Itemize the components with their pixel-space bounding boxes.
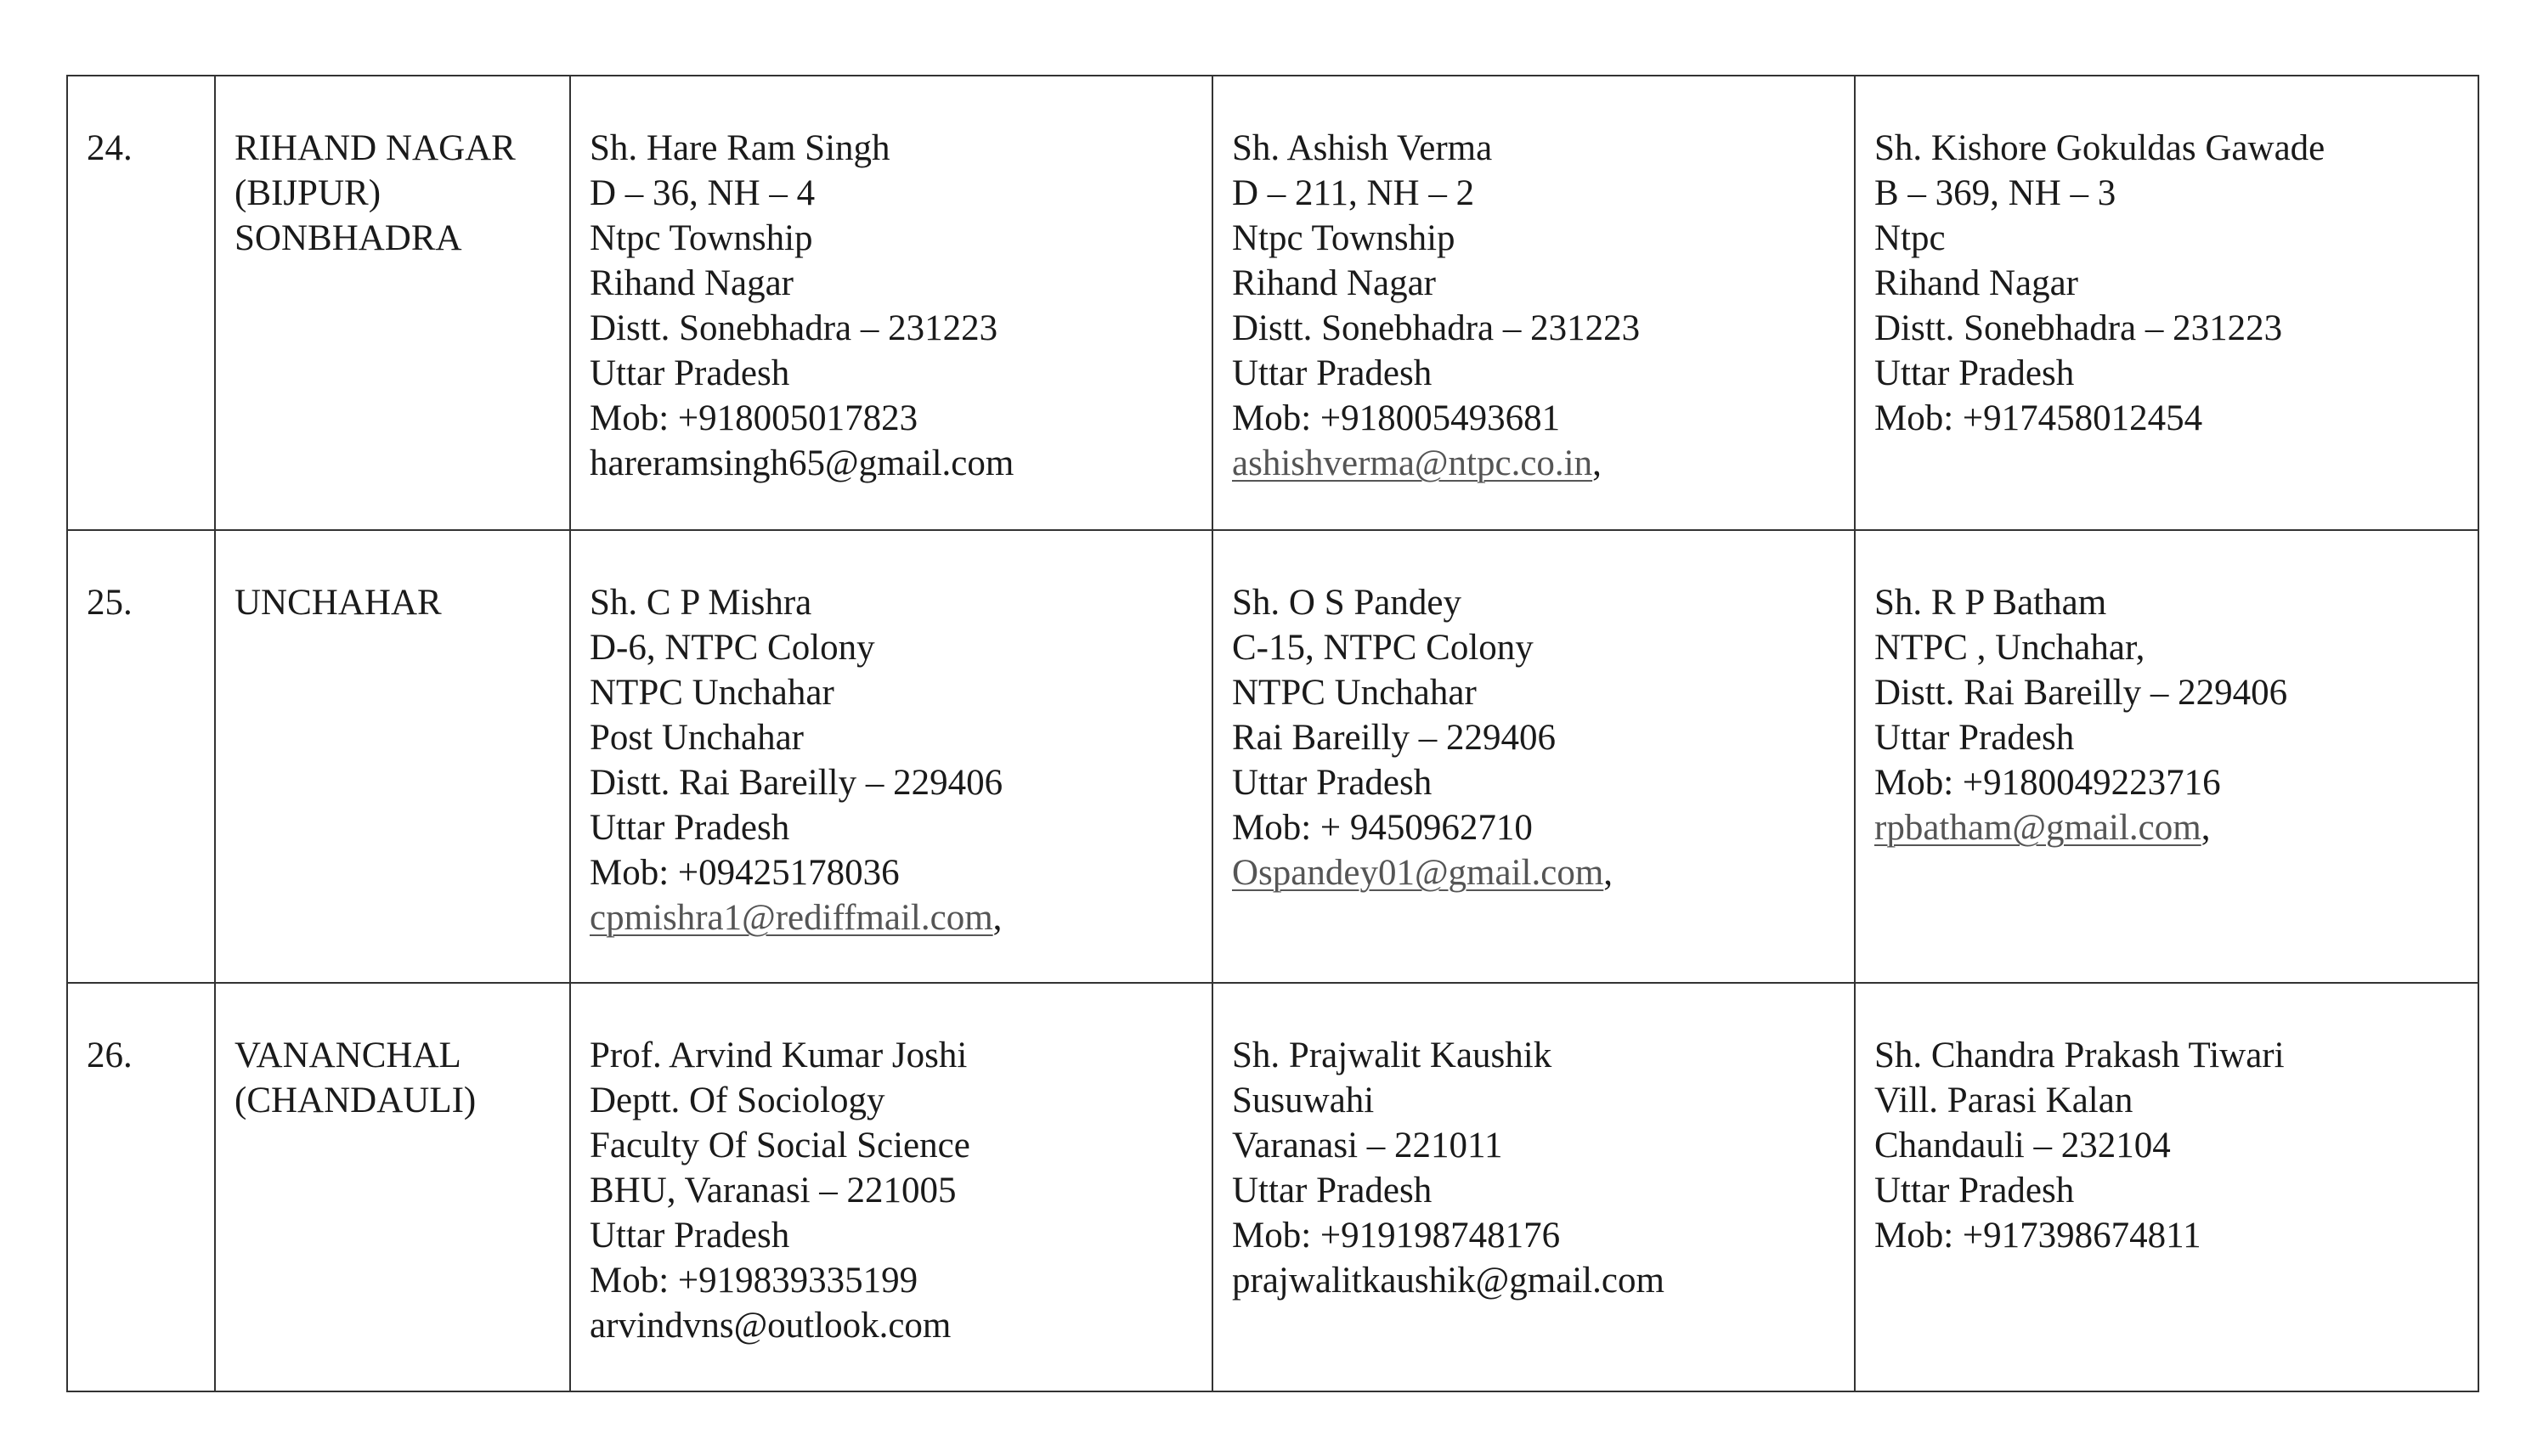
email-line xyxy=(1232,441,1835,486)
email-text: hareramsingh65@gmail.com xyxy=(590,443,1014,483)
address-line: Uttar Pradesh xyxy=(590,1216,790,1256)
address-line: D – 36, NH – 4 xyxy=(590,173,816,213)
email-link[interactable]: rpbatham@gmail.com xyxy=(1874,808,2201,848)
serial-number: 26. xyxy=(87,1036,133,1075)
table-row xyxy=(67,530,2478,983)
mobile-number: Mob: +918005017823 xyxy=(590,398,918,438)
address-line: D – 211, NH – 2 xyxy=(1232,173,1475,213)
contact-name: Prof. Arvind Kumar Joshi xyxy=(590,1036,968,1075)
address-line: Distt. Rai Bareilly – 229406 xyxy=(1874,673,2288,713)
address-line: Distt. Sonebhadra – 231223 xyxy=(590,308,998,348)
address-line: Uttar Pradesh xyxy=(1232,353,1433,393)
mobile-number: Mob: +919198748176 xyxy=(1232,1216,1561,1256)
address-line: Distt. Rai Bareilly – 229406 xyxy=(590,763,1003,803)
committee-contacts-table xyxy=(66,75,2479,1392)
address-line: Uttar Pradesh xyxy=(1874,718,2075,758)
contact-cell xyxy=(1212,530,1855,983)
email-line xyxy=(1232,850,1835,895)
contact-name: Sh. Chandra Prakash Tiwari xyxy=(1874,1036,2285,1075)
address-line: Uttar Pradesh xyxy=(1232,1171,1433,1211)
address-line: Ntpc Township xyxy=(590,218,813,258)
mobile-number: Mob: +9180049223716 xyxy=(1874,763,2221,803)
location-cell xyxy=(215,530,570,983)
email-suffix: , xyxy=(1603,853,1613,893)
location-line: (CHANDAULI) xyxy=(235,1081,477,1120)
contact-name: Sh. Prajwalit Kaushik xyxy=(1232,1036,1552,1075)
address-line: C-15, NTPC Colony xyxy=(1232,628,1534,668)
email-link[interactable]: Ospandey01@gmail.com xyxy=(1232,853,1604,893)
location-line: RIHAND NAGAR xyxy=(235,128,516,168)
table-row xyxy=(67,76,2478,530)
email-suffix: , xyxy=(2201,808,2211,848)
address-line: Uttar Pradesh xyxy=(1874,353,2075,393)
contact-name: Sh. O S Pandey xyxy=(1232,583,1461,623)
email-link[interactable]: cpmishra1@rediffmail.com xyxy=(590,898,993,938)
address-line: Rihand Nagar xyxy=(1232,263,1437,303)
address-line: Vill. Parasi Kalan xyxy=(1874,1081,2133,1120)
address-line: NTPC Unchahar xyxy=(1232,673,1477,713)
address-line: NTPC , Unchahar, xyxy=(1874,628,2145,668)
location-line: UNCHAHAR xyxy=(235,583,442,623)
address-line: Faculty Of Social Science xyxy=(590,1126,970,1165)
contact-name: Sh. R P Batham xyxy=(1874,583,2107,623)
address-line: Uttar Pradesh xyxy=(1874,1171,2075,1211)
mobile-number: Mob: + 9450962710 xyxy=(1232,808,1533,848)
email-text: prajwalitkaushik@gmail.com xyxy=(1232,1261,1664,1301)
address-line: Rihand Nagar xyxy=(1874,263,2079,303)
serial-number-cell xyxy=(67,76,215,530)
location-line: VANANCHAL xyxy=(235,1036,461,1075)
address-line: NTPC Unchahar xyxy=(590,673,834,713)
email-line xyxy=(590,441,1193,486)
location-line: (BIJPUR) xyxy=(235,173,381,213)
serial-number-cell xyxy=(67,530,215,983)
mobile-number: Mob: +917458012454 xyxy=(1874,398,2203,438)
mobile-number: Mob: +919839335199 xyxy=(590,1261,918,1301)
email-line xyxy=(1874,805,2459,850)
serial-number-cell xyxy=(67,983,215,1391)
address-line: Ntpc Township xyxy=(1232,218,1455,258)
contact-cell xyxy=(1212,76,1855,530)
contact-cell xyxy=(570,983,1212,1391)
contact-name: Sh. Kishore Gokuldas Gawade xyxy=(1874,128,2325,168)
contact-cell xyxy=(570,530,1212,983)
contact-cell xyxy=(1855,983,2478,1391)
table-row xyxy=(67,983,2478,1391)
address-line: Rihand Nagar xyxy=(590,263,794,303)
address-line: Uttar Pradesh xyxy=(590,808,790,848)
address-line: Uttar Pradesh xyxy=(1232,763,1433,803)
location-cell xyxy=(215,983,570,1391)
email-line xyxy=(590,895,1193,940)
address-line: Distt. Sonebhadra – 231223 xyxy=(1232,308,1641,348)
mobile-number: Mob: +09425178036 xyxy=(590,853,900,893)
address-line: B – 369, NH – 3 xyxy=(1874,173,2116,213)
serial-number: 24. xyxy=(87,128,133,168)
email-suffix: , xyxy=(992,898,1003,938)
contact-cell xyxy=(1212,983,1855,1391)
email-suffix: , xyxy=(1592,443,1602,483)
address-line: Uttar Pradesh xyxy=(590,353,790,393)
email-link[interactable]: ashishverma@ntpc.co.in xyxy=(1232,443,1593,483)
contact-cell xyxy=(1855,530,2478,983)
email-line xyxy=(590,1303,1193,1348)
address-line: D-6, NTPC Colony xyxy=(590,628,875,668)
address-line: Susuwahi xyxy=(1232,1081,1375,1120)
address-line: Chandauli – 232104 xyxy=(1874,1126,2171,1165)
table-body xyxy=(67,76,2478,1391)
mobile-number: Mob: +918005493681 xyxy=(1232,398,1561,438)
contact-cell xyxy=(570,76,1212,530)
address-line: Varanasi – 221011 xyxy=(1232,1126,1503,1165)
address-line: Rai Bareilly – 229406 xyxy=(1232,718,1556,758)
address-line: Distt. Sonebhadra – 231223 xyxy=(1874,308,2283,348)
contact-name: Sh. Ashish Verma xyxy=(1232,128,1493,168)
address-line: Deptt. Of Sociology xyxy=(590,1081,885,1120)
email-text: arvindvns@outlook.com xyxy=(590,1306,952,1346)
address-line: BHU, Varanasi – 221005 xyxy=(590,1171,957,1211)
address-line: Post Unchahar xyxy=(590,718,804,758)
serial-number: 25. xyxy=(87,583,133,623)
email-line xyxy=(1232,1258,1835,1303)
address-line: Ntpc xyxy=(1874,218,1946,258)
contact-name: Sh. Hare Ram Singh xyxy=(590,128,890,168)
contact-name: Sh. C P Mishra xyxy=(590,583,812,623)
contact-cell xyxy=(1855,76,2478,530)
location-cell xyxy=(215,76,570,530)
location-line: SONBHADRA xyxy=(235,218,462,258)
mobile-number: Mob: +917398674811 xyxy=(1874,1216,2201,1256)
